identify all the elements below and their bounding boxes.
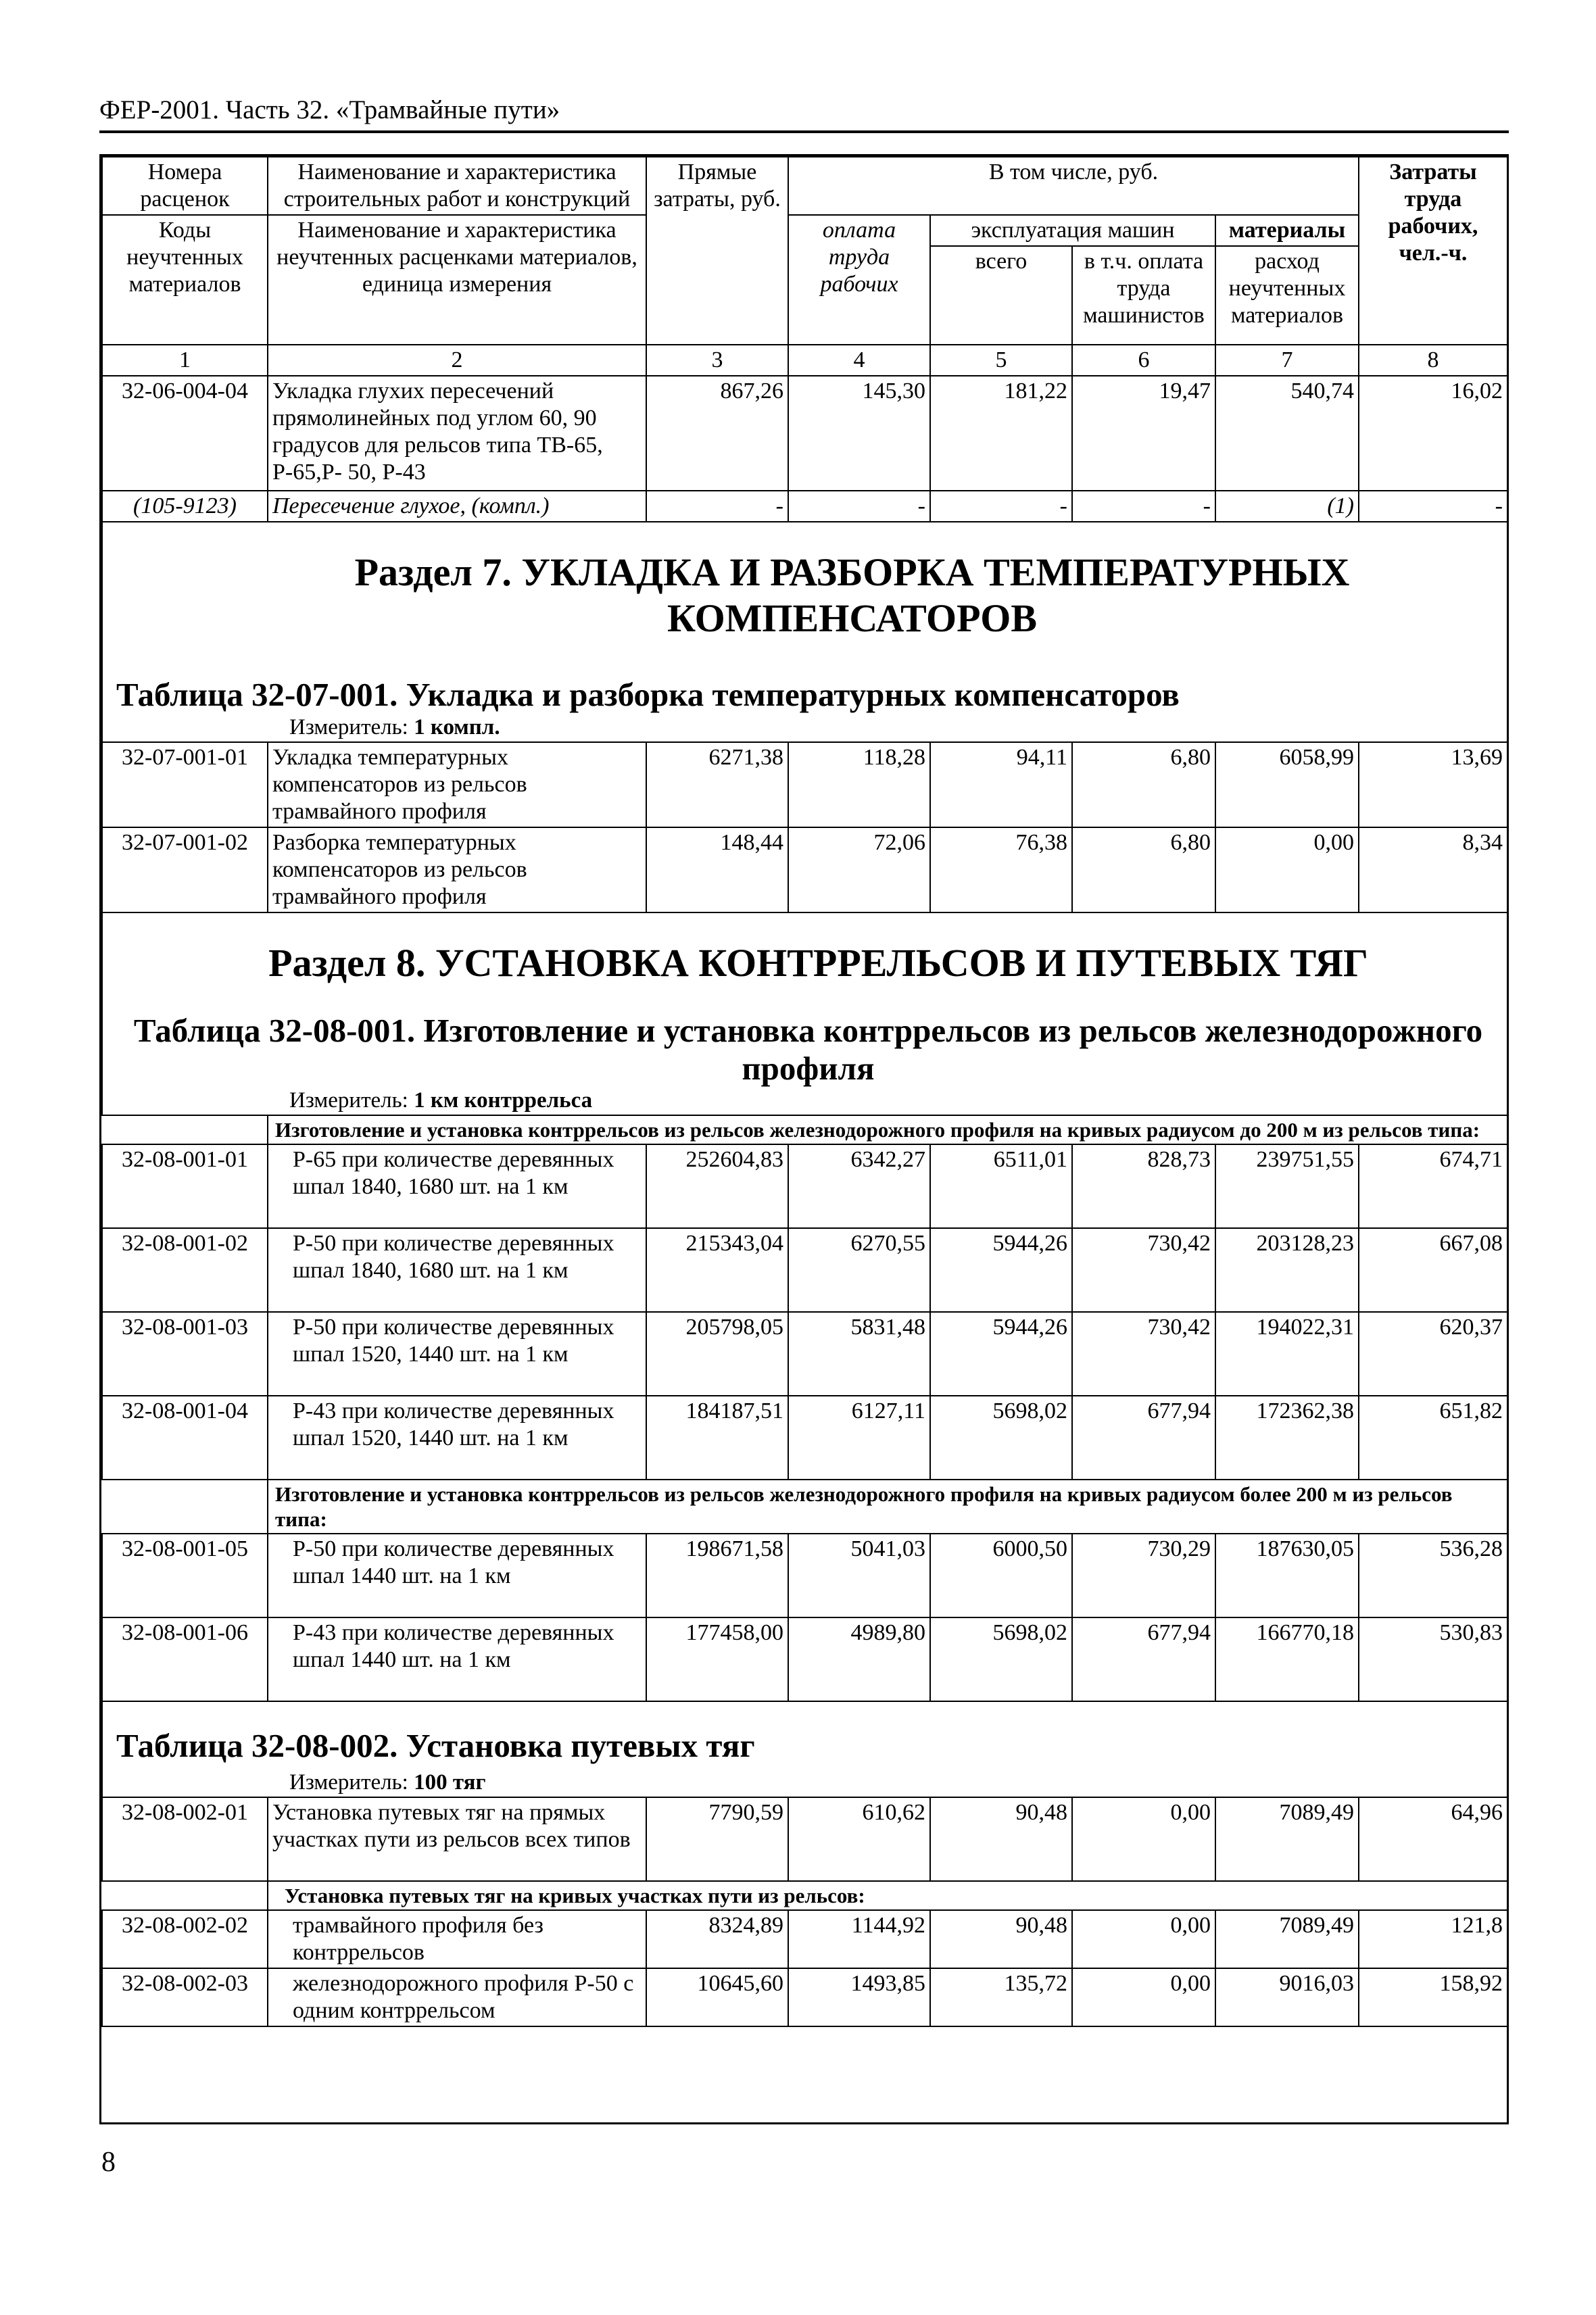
cell-value: 121,8 xyxy=(1359,1910,1507,1968)
col1-top-header: Номера расценок xyxy=(102,157,268,215)
cell-value: 135,72 xyxy=(930,1968,1072,2026)
work-name: Укладка температурных компенсаторов из рельсов трамвайного профиля xyxy=(268,742,646,827)
cell-value: 651,82 xyxy=(1359,1396,1507,1480)
cell-value: 610,62 xyxy=(788,1797,930,1881)
col5-header: всего xyxy=(930,246,1072,345)
col7-header: расход неучтенных материалов xyxy=(1215,246,1359,345)
section7-title: Раздел 7. УКЛАДКА И РАЗБОРКА ТЕМПЕРАТУРНЫХ КОМПЕНСАТОРОВ xyxy=(354,550,1350,640)
work-name: Укладка глухих пересечений прямолинейных под углом 60, 90 градусов для рельсов типа ТВ-65, Р-65,Р- 50, Р-43 xyxy=(268,376,646,491)
cell-value: 16,02 xyxy=(1359,376,1507,491)
table-row xyxy=(102,1396,1507,1480)
cell-value: 6342,27 xyxy=(788,1144,930,1228)
group-row xyxy=(102,1115,1507,1144)
work-name: Разборка температурных компенсаторов из рельсов трамвайного профиля xyxy=(268,827,646,912)
cell-value: 6058,99 xyxy=(1215,742,1359,827)
cell-value: 1144,92 xyxy=(788,1910,930,1968)
work-name: Установка путевых тяг на прямых участках пути из рельсов всех типов xyxy=(268,1797,646,1881)
meter-value: 1 компл. xyxy=(414,715,500,739)
cell-value: 5041,03 xyxy=(788,1534,930,1617)
cell-value: 730,42 xyxy=(1072,1312,1215,1396)
work-name: Р-43 при количестве деревянных шпал 1440 шт. на 1 км xyxy=(268,1617,646,1701)
material-name: Пересечение глухое, (компл.) xyxy=(268,491,646,522)
cell-value: 620,37 xyxy=(1359,1312,1507,1396)
cell-value: 540,74 xyxy=(1215,376,1359,491)
cell-value: 5831,48 xyxy=(788,1312,930,1396)
cell-value: 158,92 xyxy=(1359,1968,1507,2026)
cell-value: 0,00 xyxy=(1072,1910,1215,1968)
meter-value: 1 км контррельса xyxy=(414,1088,593,1113)
table-row xyxy=(102,827,1507,912)
header-row-1 xyxy=(102,157,1507,215)
cell-value: 530,83 xyxy=(1359,1617,1507,1701)
table-32-08-001-title: Таблица 32-08-001. Изготовление и установка контррельсов из рельсов железнодорожного профиля xyxy=(133,1012,1483,1087)
cell-value: 13,69 xyxy=(1359,742,1507,827)
col3-header: Прямые затраты, руб. xyxy=(646,157,788,345)
cell-value: 9016,03 xyxy=(1215,1968,1359,2026)
table-row xyxy=(102,1968,1507,2026)
group-title: Установка путевых тяг на кривых участках пути из рельсов: xyxy=(268,1881,1507,1910)
work-name: Р-50 при количестве деревянных шпал 1840, 1680 шт. на 1 км xyxy=(268,1228,646,1312)
col2-top-header: Наименование и характеристика строительных работ и конструкций xyxy=(268,157,646,215)
cell-value: 172362,38 xyxy=(1215,1396,1359,1480)
header-rule xyxy=(99,130,1509,133)
cell-value: 677,94 xyxy=(1072,1617,1215,1701)
rate-code: 32-08-002-01 xyxy=(102,1797,268,1881)
group-row xyxy=(102,1480,1507,1534)
cell-value: 145,30 xyxy=(788,376,930,491)
price-table xyxy=(101,156,1508,2027)
cell-value: 7089,49 xyxy=(1215,1797,1359,1881)
rate-code: 32-07-001-01 xyxy=(102,742,268,827)
meter-label: Измеритель: xyxy=(289,1770,408,1795)
cell-value: 667,08 xyxy=(1359,1228,1507,1312)
work-name: трамвайного профиля без контррельсов xyxy=(268,1910,646,1968)
cell-value: 6127,11 xyxy=(788,1396,930,1480)
cell-value: 239751,55 xyxy=(1215,1144,1359,1228)
cell-value: 198671,58 xyxy=(646,1534,788,1617)
cell-value: 252604,83 xyxy=(646,1144,788,1228)
work-name: железнодорожного профиля Р-50 с одним контррельсом xyxy=(268,1968,646,2026)
cell-value: 5698,02 xyxy=(930,1617,1072,1701)
price-table-sheet xyxy=(99,154,1509,2124)
rate-code: 32-08-001-03 xyxy=(102,1312,268,1396)
table-row xyxy=(102,742,1507,827)
page-number: 8 xyxy=(101,2147,116,2178)
cell-value: 72,06 xyxy=(788,827,930,912)
col-number: 3 xyxy=(646,345,788,376)
section8-title: Раздел 8. УСТАНОВКА КОНТРРЕЛЬСОВ И ПУТЕВЫХ ТЯГ xyxy=(268,941,1368,985)
rate-code: 32-08-001-02 xyxy=(102,1228,268,1312)
document-header: ФЕР-2001. Часть 32. «Трамвайные пути» xyxy=(99,95,560,124)
meter-label: Измеритель: xyxy=(289,1088,408,1113)
cell-value: 6271,38 xyxy=(646,742,788,827)
cell-value: 8,34 xyxy=(1359,827,1507,912)
column-number-row xyxy=(102,345,1507,376)
cell-value: 7790,59 xyxy=(646,1797,788,1881)
col-number: 4 xyxy=(788,345,930,376)
rate-code: 32-08-001-01 xyxy=(102,1144,268,1228)
cell-value: 177458,00 xyxy=(646,1617,788,1701)
cell-value: 6000,50 xyxy=(930,1534,1072,1617)
cell-value: 203128,23 xyxy=(1215,1228,1359,1312)
cell-value: - xyxy=(930,491,1072,522)
col-number: 8 xyxy=(1359,345,1507,376)
col2-bottom-header: Наименование и характеристика неучтенных расценками материалов, единица измерения xyxy=(268,215,646,345)
cell-value: - xyxy=(1359,491,1507,522)
group-row xyxy=(102,1881,1507,1910)
material-code: (105-9123) xyxy=(102,491,268,522)
meter-line xyxy=(107,1770,1503,1795)
cell-value: 166770,18 xyxy=(1215,1617,1359,1701)
col-number: 2 xyxy=(268,345,646,376)
section8-heading-row xyxy=(102,912,1507,1115)
meter-value: 100 тяг xyxy=(414,1770,486,1795)
table-row xyxy=(102,1797,1507,1881)
cell-value: 90,48 xyxy=(930,1910,1072,1968)
cell-value: 215343,04 xyxy=(646,1228,788,1312)
table-row xyxy=(102,1144,1507,1228)
cell-value: 6270,55 xyxy=(788,1228,930,1312)
rate-code: 32-06-004-04 xyxy=(102,376,268,491)
col6-header: в т.ч. оплата труда машинистов xyxy=(1072,246,1215,345)
cell-value: 10645,60 xyxy=(646,1968,788,2026)
table-row xyxy=(102,376,1507,491)
meter-line xyxy=(107,1088,1503,1113)
table-row xyxy=(102,1228,1507,1312)
meter-label: Измеритель: xyxy=(289,715,408,739)
rate-code: 32-08-001-05 xyxy=(102,1534,268,1617)
cell-value: - xyxy=(788,491,930,522)
col8-header: Затраты труда рабочих, чел.-ч. xyxy=(1359,157,1507,345)
cell-value: 5944,26 xyxy=(930,1228,1072,1312)
machines-header: эксплуатация машин xyxy=(930,215,1215,246)
cell-value: 5944,26 xyxy=(930,1312,1072,1396)
cell-value: 7089,49 xyxy=(1215,1910,1359,1968)
group-title: Изготовление и установка контррельсов из рельсов железнодорожного профиля на кривых радиусом более 200 м из рельсов типа: xyxy=(268,1480,1507,1534)
cell-value: 64,96 xyxy=(1359,1797,1507,1881)
cell-value: 148,44 xyxy=(646,827,788,912)
cell-value: 1493,85 xyxy=(788,1968,930,2026)
header-row-2 xyxy=(102,215,1507,246)
table-32-08-002-heading-row xyxy=(102,1701,1507,1797)
cell-value: 0,00 xyxy=(1215,827,1359,912)
cell-value: 6,80 xyxy=(1072,827,1215,912)
col-number: 5 xyxy=(930,345,1072,376)
cell-value: 0,00 xyxy=(1072,1797,1215,1881)
table-row xyxy=(102,1534,1507,1617)
col1-bottom-header: Коды неучтенных материалов xyxy=(102,215,268,345)
cell-value: - xyxy=(646,491,788,522)
cell-value: 94,11 xyxy=(930,742,1072,827)
cell-value: 19,47 xyxy=(1072,376,1215,491)
col4-header: оплата труда рабочих xyxy=(788,215,930,345)
incl-header: В том числе, руб. xyxy=(788,157,1359,215)
cell-value: 184187,51 xyxy=(646,1396,788,1480)
cell-value: 181,22 xyxy=(930,376,1072,491)
cell-value: 828,73 xyxy=(1072,1144,1215,1228)
cell-value: 677,94 xyxy=(1072,1396,1215,1480)
rate-code: 32-08-001-04 xyxy=(102,1396,268,1480)
cell-value: 8324,89 xyxy=(646,1910,788,1968)
table-row xyxy=(102,1312,1507,1396)
rate-code: 32-08-002-02 xyxy=(102,1910,268,1968)
cell-value: 674,71 xyxy=(1359,1144,1507,1228)
col-number: 1 xyxy=(102,345,268,376)
meter-line xyxy=(107,714,1503,740)
work-name: Р-65 при количестве деревянных шпал 1840, 1680 шт. на 1 км xyxy=(268,1144,646,1228)
cell-value: - xyxy=(1072,491,1215,522)
col-number: 7 xyxy=(1215,345,1359,376)
cell-value: 6511,01 xyxy=(930,1144,1072,1228)
materials-header: материалы xyxy=(1215,215,1359,246)
table-row xyxy=(102,1617,1507,1701)
cell-value: 867,26 xyxy=(646,376,788,491)
work-name: Р-50 при количестве деревянных шпал 1520, 1440 шт. на 1 км xyxy=(268,1312,646,1396)
col-number: 6 xyxy=(1072,345,1215,376)
group-title: Изготовление и установка контррельсов из рельсов железнодорожного профиля на кривых радиусом до 200 м из рельсов типа: xyxy=(268,1115,1507,1144)
cell-value: (1) xyxy=(1215,491,1359,522)
cell-value: 205798,05 xyxy=(646,1312,788,1396)
work-name: Р-50 при количестве деревянных шпал 1440 шт. на 1 км xyxy=(268,1534,646,1617)
section7-heading-row xyxy=(102,522,1507,742)
work-name: Р-43 при количестве деревянных шпал 1520, 1440 шт. на 1 км xyxy=(268,1396,646,1480)
cell-value: 118,28 xyxy=(788,742,930,827)
cell-value: 90,48 xyxy=(930,1797,1072,1881)
cell-value: 4989,80 xyxy=(788,1617,930,1701)
rate-code: 32-08-002-03 xyxy=(102,1968,268,2026)
table-row xyxy=(102,1910,1507,1968)
cell-value: 5698,02 xyxy=(930,1396,1072,1480)
rate-code: 32-08-001-06 xyxy=(102,1617,268,1701)
rate-code: 32-07-001-02 xyxy=(102,827,268,912)
cell-value: 730,42 xyxy=(1072,1228,1215,1312)
table-32-07-001-title: Таблица 32-07-001. Укладка и разборка температурных компенсаторов xyxy=(116,676,1180,713)
cell-value: 187630,05 xyxy=(1215,1534,1359,1617)
cell-value: 194022,31 xyxy=(1215,1312,1359,1396)
cell-value: 536,28 xyxy=(1359,1534,1507,1617)
table-row xyxy=(102,491,1507,522)
cell-value: 0,00 xyxy=(1072,1968,1215,2026)
cell-value: 6,80 xyxy=(1072,742,1215,827)
cell-value: 76,38 xyxy=(930,827,1072,912)
table-32-08-002-title: Таблица 32-08-002. Установка путевых тяг xyxy=(116,1727,755,1764)
cell-value: 730,29 xyxy=(1072,1534,1215,1617)
